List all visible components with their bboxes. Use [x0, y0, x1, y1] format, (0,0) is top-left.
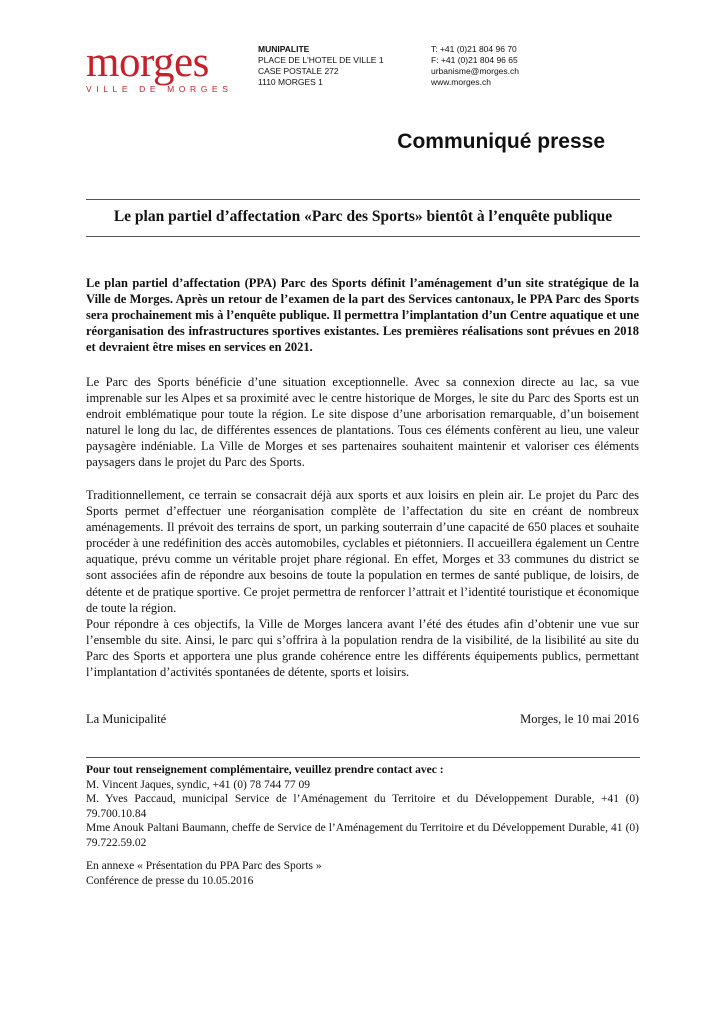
lead-paragraph: Le plan partiel d’affectation (PPA) Parc des Sports définit l’aménagement d’un site stratégique de la Ville de Morges. Après un retour de l’examen de la part des Services cantonaux, le PPA Parc des Sports sera prochainement mis à l’enquête publique. Il permettra l’implantation d’un Centre aquatique et une réorganisation des infrastructures sportives existantes. Les premières réalisations sont prévues en 2018 et devraient être mises en services en 2021.: [86, 276, 639, 355]
phone-number: T: +41 (0)21 804 96 70: [431, 44, 517, 54]
divider-contacts: [86, 757, 640, 758]
document-type-title: Communiqué presse: [397, 130, 605, 153]
body-paragraph-3: Pour répondre à ces objectifs, la Ville de Morges lancera avant l’été des études afin d’obtenir une vue sur l’ensemble du site. Ainsi, le parc qui s’offrira à la population rendra de la visibilité, de la lisibilité au site du Parc des Sports et apportera une plus grande cohérence entre les différents équipements publics, permettant l’implantation d’activités spontanées de détente, sports et loisirs.: [86, 617, 639, 680]
divider-top: [86, 199, 640, 200]
address-line-2: PLACE DE L'HOTEL DE VILLE 1: [258, 55, 384, 65]
contact-item: Mme Anouk Paltani Baumann, cheffe de Service de l’Aménagement du Territoire et du Développement Durable, 41 (0) 79.722.59.02: [86, 822, 639, 849]
annex-block: [86, 859, 322, 888]
sender-contact: [431, 44, 519, 88]
address-line-3: CASE POSTALE 272: [258, 66, 339, 76]
logo-wordmark: morges: [86, 39, 209, 86]
email-link[interactable]: urbanisme@morges.ch: [431, 66, 519, 76]
annex-line: En annexe « Présentation du PPA Parc des Sports »: [86, 860, 322, 872]
fax-number: F: +41 (0)21 804 96 65: [431, 55, 518, 65]
website-link[interactable]: www.morges.ch: [431, 77, 491, 87]
signature-municipality: La Municipalité: [86, 712, 167, 726]
contact-item: M. Vincent Jaques, syndic, +41 (0) 78 744 77 09: [86, 778, 311, 791]
signature-date: Morges, le 10 mai 2016: [520, 712, 639, 726]
contact-heading: Pour tout renseignement complémentaire, veuillez prendre contact avec :: [86, 764, 444, 776]
contact-block: [86, 763, 639, 850]
headline: Le plan partiel d’affectation «Parc des Sports» bientôt à l’enquête publique: [113, 208, 613, 225]
divider-headline: [86, 236, 640, 237]
annex-line: Conférence de presse du 10.05.2016: [86, 874, 254, 887]
address-line-4: 1110 MORGES 1: [258, 77, 323, 87]
body-paragraph-2: Traditionnellement, ce terrain se consacrait déjà aux sports et aux loisirs en plein air. Le projet du Parc des Sports permet d’effectuer une réorganisation complète de l’affectation du site en créant de nombreux aménagements. Il prévoit des terrains de sport, un parking souterrain d’une capacité de 650 places et souhaite procéder à une redéfinition des accès automobiles, cyclables et piétonniers. Il accueillera également un Centre aquatique, prévu comme un véritable projet phare régional. En effet, Morges et 33 communes du district se sont associées afin de répondre aux besoins de toute la population en termes de santé publique, de loisirs, de détente et de pratique sportive. Ce projet permettra de renforcer l’attrait et l’identité touristique et économique de toute la région.: [86, 488, 639, 615]
morges-logo: [86, 39, 236, 94]
sender-address: [258, 44, 384, 88]
logo-subtitle: VILLE DE MORGES: [86, 84, 233, 94]
contact-item: M. Yves Paccaud, municipal Service de l’Aménagement du Territoire et du Développement Durable, +41 (0) 79.700.10.84: [86, 793, 639, 820]
body-paragraph-1: Le Parc des Sports bénéficie d’une situation exceptionnelle. Avec sa connexion directe au lac, sa vue imprenable sur les Alpes et sa proximité avec le centre historique de Morges, le site du Parc des Sports est un endroit emblématique pour toute la région. Le site dispose d’une arborisation remarquable, d’un boisement naturel le long du lac, de différentes essences de plantations. Tous ces éléments confèrent au lieu, une valeur paysagère indéniable. La Ville de Morges et ses partenaires souhaitent maintenir et valoriser ces éléments paysagers dans le projet du Parc des Sports.: [86, 375, 639, 470]
address-line-1: MUNIPALITE: [258, 44, 310, 54]
